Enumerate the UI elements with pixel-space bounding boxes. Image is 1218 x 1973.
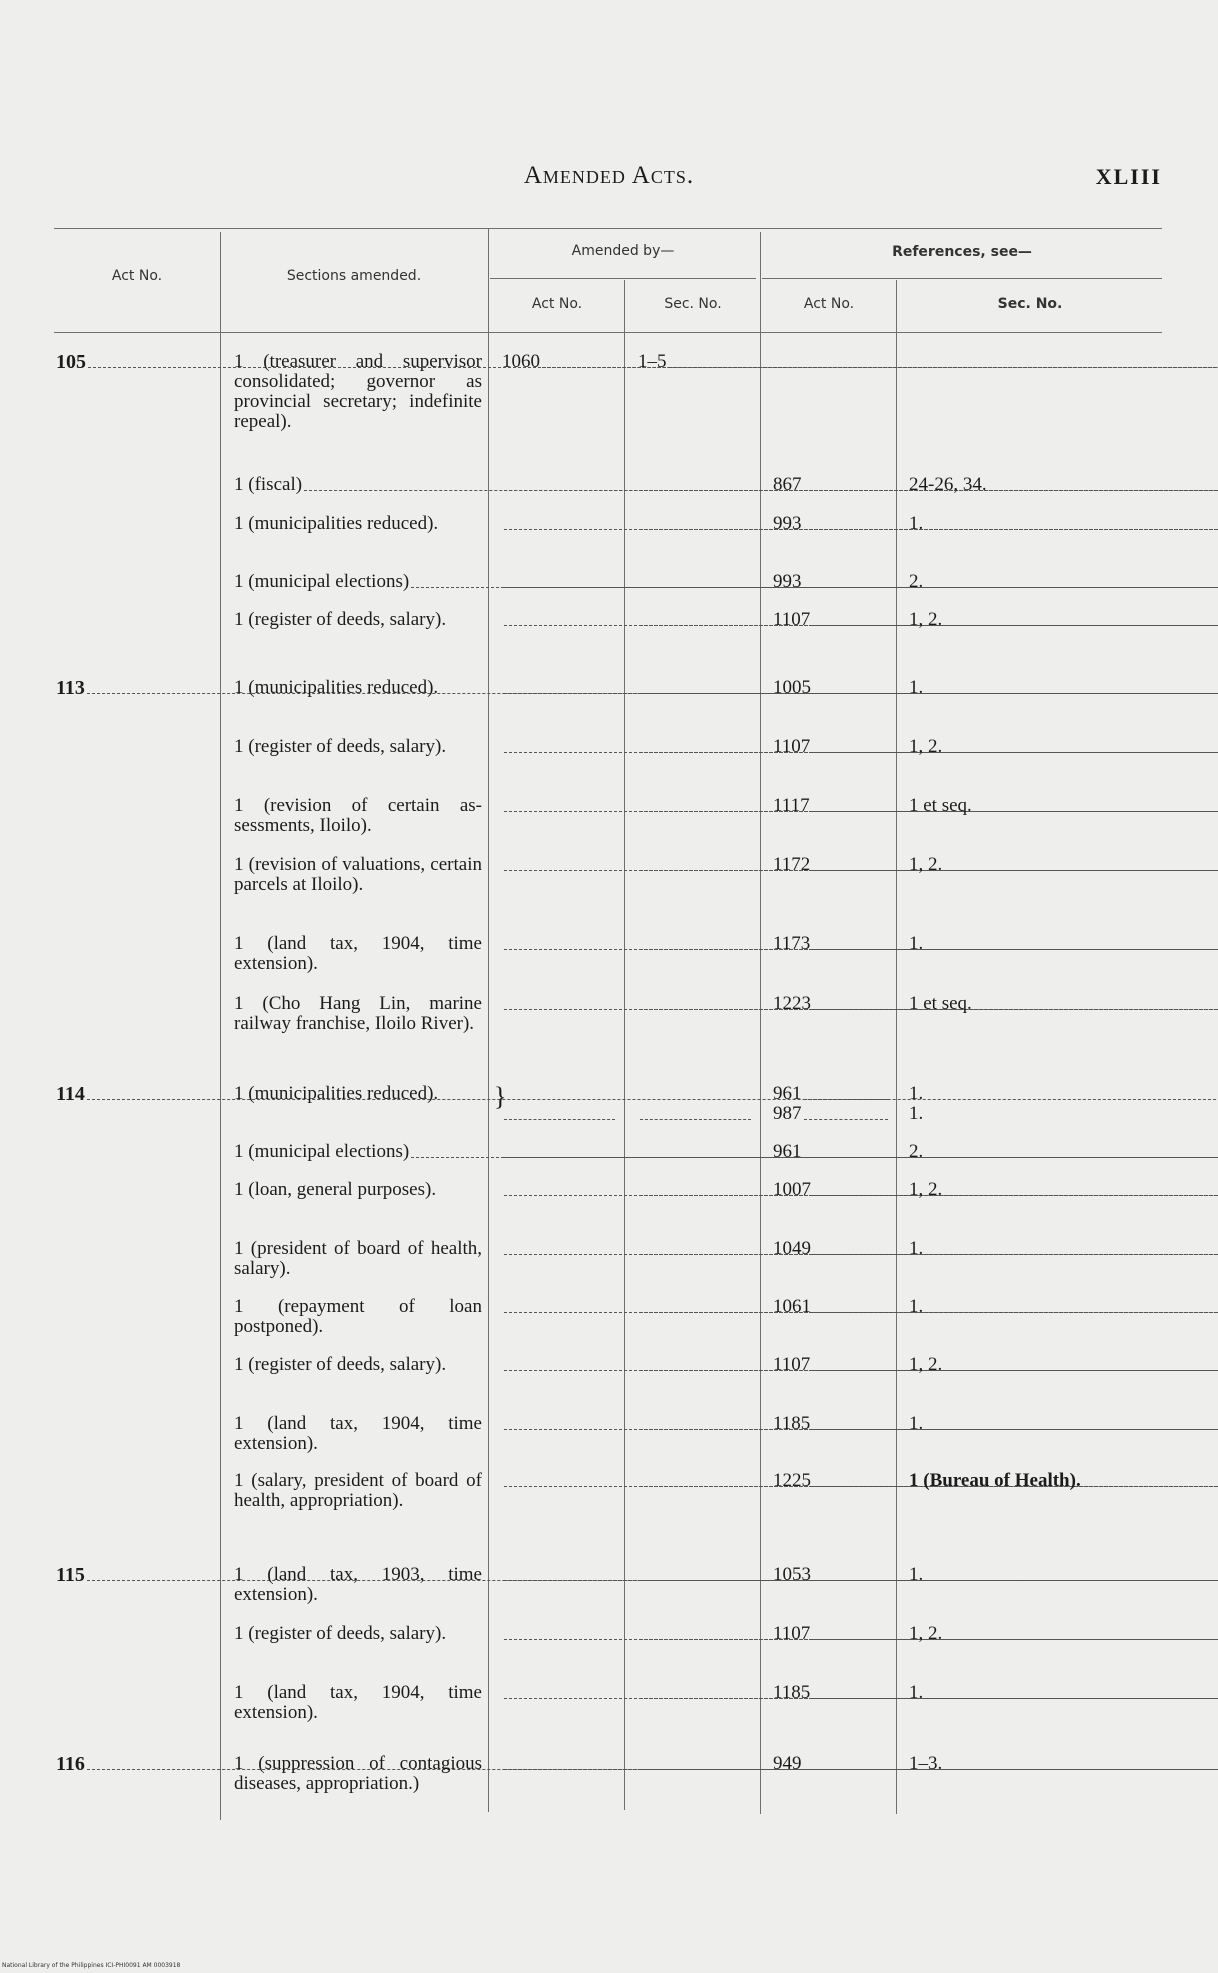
act-number: 116	[56, 1754, 1218, 1774]
section-description: 1 (fiscal)	[234, 475, 1218, 495]
reference-section-number: 1.	[909, 933, 924, 954]
footer-note: National Library of the Philippines ICI-PHI0091 AM 0003918	[2, 1962, 181, 1969]
section-description: 1 (land tax, 1904, time extension).	[234, 933, 482, 974]
reference-act-number: 987	[773, 1103, 802, 1124]
section-description: 1 (register of deeds, salary).	[234, 736, 447, 757]
header-ref-act-no: Act No.	[803, 296, 855, 312]
reference-section-number: 1.	[909, 1564, 924, 1585]
reference-section-number: 2.	[909, 1141, 924, 1162]
reference-act-number: 1049	[773, 1239, 1218, 1259]
reference-section-number: 24-26, 34.	[909, 474, 987, 495]
section-description: 1 (register of deeds, salary).	[234, 609, 447, 630]
act-number: 113	[56, 678, 1218, 698]
reference-section-number: 1.	[909, 513, 924, 534]
amended-section-number: 1–5	[638, 352, 1218, 372]
reference-section-number: 1, 2.	[909, 609, 943, 630]
section-description: 1 (register of deeds, salary).	[234, 1623, 447, 1644]
reference-act-number: 1107	[773, 610, 1218, 630]
section-description: 1 (treasurer and supervisor consolidated; governor as provincial secretary; indefinite repeal).	[234, 351, 482, 432]
section-description: 1 (register of deeds, salary).	[234, 1354, 447, 1375]
table-top-rule	[54, 228, 1162, 229]
section-description: 1 (president of board of health, salary).	[234, 1238, 482, 1279]
reference-section-number: 1.	[909, 1238, 924, 1259]
reference-act-number: 961	[773, 1083, 802, 1104]
reference-section-number: 1, 2.	[909, 1623, 943, 1644]
reference-act-number: 949	[773, 1754, 1218, 1774]
reference-section-number: 1, 2.	[909, 736, 943, 757]
act-number: 115	[56, 1565, 1218, 1585]
reference-act-number: 1223	[773, 994, 1218, 1014]
section-description: 1 (municipal elections)	[234, 1142, 1218, 1162]
section-description: 1 (revision of certain assessments, Iloilo).	[234, 795, 482, 836]
reference-act-number: 1005	[773, 678, 1218, 698]
reference-act-number: 1117	[773, 796, 1218, 816]
section-description: 1 (municipalities reduced).	[234, 1083, 439, 1104]
amended-section-blank	[638, 1104, 754, 1124]
reference-act-number: 1107	[773, 737, 1218, 757]
reference-section-number: 1.	[909, 1296, 924, 1317]
section-description: 1 (land tax, 1904, time extension).	[234, 1413, 482, 1454]
section-description: 1 (suppression of contagious diseases, appropriation.)	[234, 1753, 482, 1794]
brace-mark: }	[494, 1082, 507, 1111]
header-amended-sec-no: Sec. No.	[664, 296, 722, 312]
section-description: 1 (loan, general purposes).	[234, 1179, 437, 1200]
reference-section-number: 1.	[909, 677, 924, 698]
page-number: XLIII	[1095, 164, 1162, 189]
reference-section-numbers	[909, 1084, 1159, 1124]
header-act-no: Act No.	[111, 268, 163, 284]
reference-section-number: 1.	[909, 1413, 924, 1434]
section-description: 1 (repayment of loan postponed).	[234, 1296, 482, 1337]
reference-act-number: 1185	[773, 1414, 1218, 1434]
reference-act-number: 993	[773, 514, 1218, 534]
reference-section-number: 1.	[909, 1103, 924, 1124]
section-description: 1 (municipalities reduced).	[234, 513, 439, 534]
reference-act-number: 1061	[773, 1297, 1218, 1317]
reference-section-number: 1.	[909, 1682, 924, 1703]
reference-section-number: 1 et seq.	[909, 993, 972, 1014]
reference-act-number: 1053	[773, 1565, 1218, 1585]
reference-act-number: 867	[773, 475, 1218, 495]
section-description: 1 (municipalities reduced).	[234, 677, 439, 698]
amended-act-number: 1060	[502, 352, 1218, 372]
page-header	[0, 162, 1218, 202]
reference-act-number: 1173	[773, 934, 1218, 954]
reference-section-number: 1, 2.	[909, 1354, 943, 1375]
reference-section-number: 1.	[909, 1083, 924, 1104]
reference-section-number: 1, 2.	[909, 854, 943, 875]
reference-act-number: 1225	[773, 1471, 1218, 1491]
reference-act-number: 1107	[773, 1355, 1218, 1375]
reference-act-number: 1007	[773, 1180, 1218, 1200]
section-description: 1 (land tax, 1903, time extension).	[234, 1564, 482, 1605]
act-number: 114	[56, 1084, 1218, 1104]
act-number: 105	[56, 352, 1218, 372]
amended-act-blank	[502, 1104, 618, 1124]
header-sections-amended: Sections amended.	[286, 268, 422, 284]
section-description: 1 (revision of valuations, certain parcels at Iloilo).	[234, 854, 482, 895]
reference-section-number: 1, 2.	[909, 1179, 943, 1200]
section-description: 1 (municipal elections)	[234, 572, 1218, 592]
reference-section-number: 2.	[909, 571, 924, 592]
reference-act-number: 1172	[773, 855, 1218, 875]
header-amended-by: Amended by—	[571, 243, 675, 259]
reference-act-number: 1107	[773, 1624, 1218, 1644]
reference-act-numbers	[773, 1084, 891, 1124]
reference-section-number: 1 et seq.	[909, 795, 972, 816]
reference-section-number: 1 (Bureau of Health).	[909, 1470, 1081, 1491]
section-description: 1 (salary, president of board of health, appropriation).	[234, 1470, 482, 1511]
section-description: 1 (land tax, 1904, time extension).	[234, 1682, 482, 1723]
section-description: 1 (Cho Hang Lin, marine railway franchise, Iloilo River).	[234, 993, 482, 1034]
header-amended-act-no: Act No.	[531, 296, 583, 312]
header-references: References, see—	[892, 244, 1032, 260]
amended-by-rule	[490, 278, 756, 279]
reference-act-number: 1185	[773, 1683, 1218, 1703]
reference-section-number: 1–3.	[909, 1753, 943, 1774]
reference-act-number: 993	[773, 572, 1218, 592]
page-title: Amended Acts.	[523, 162, 695, 189]
reference-act-number: 961	[773, 1142, 1218, 1162]
references-rule	[762, 278, 1162, 279]
header-ref-sec-no: Sec. No.	[997, 296, 1063, 312]
